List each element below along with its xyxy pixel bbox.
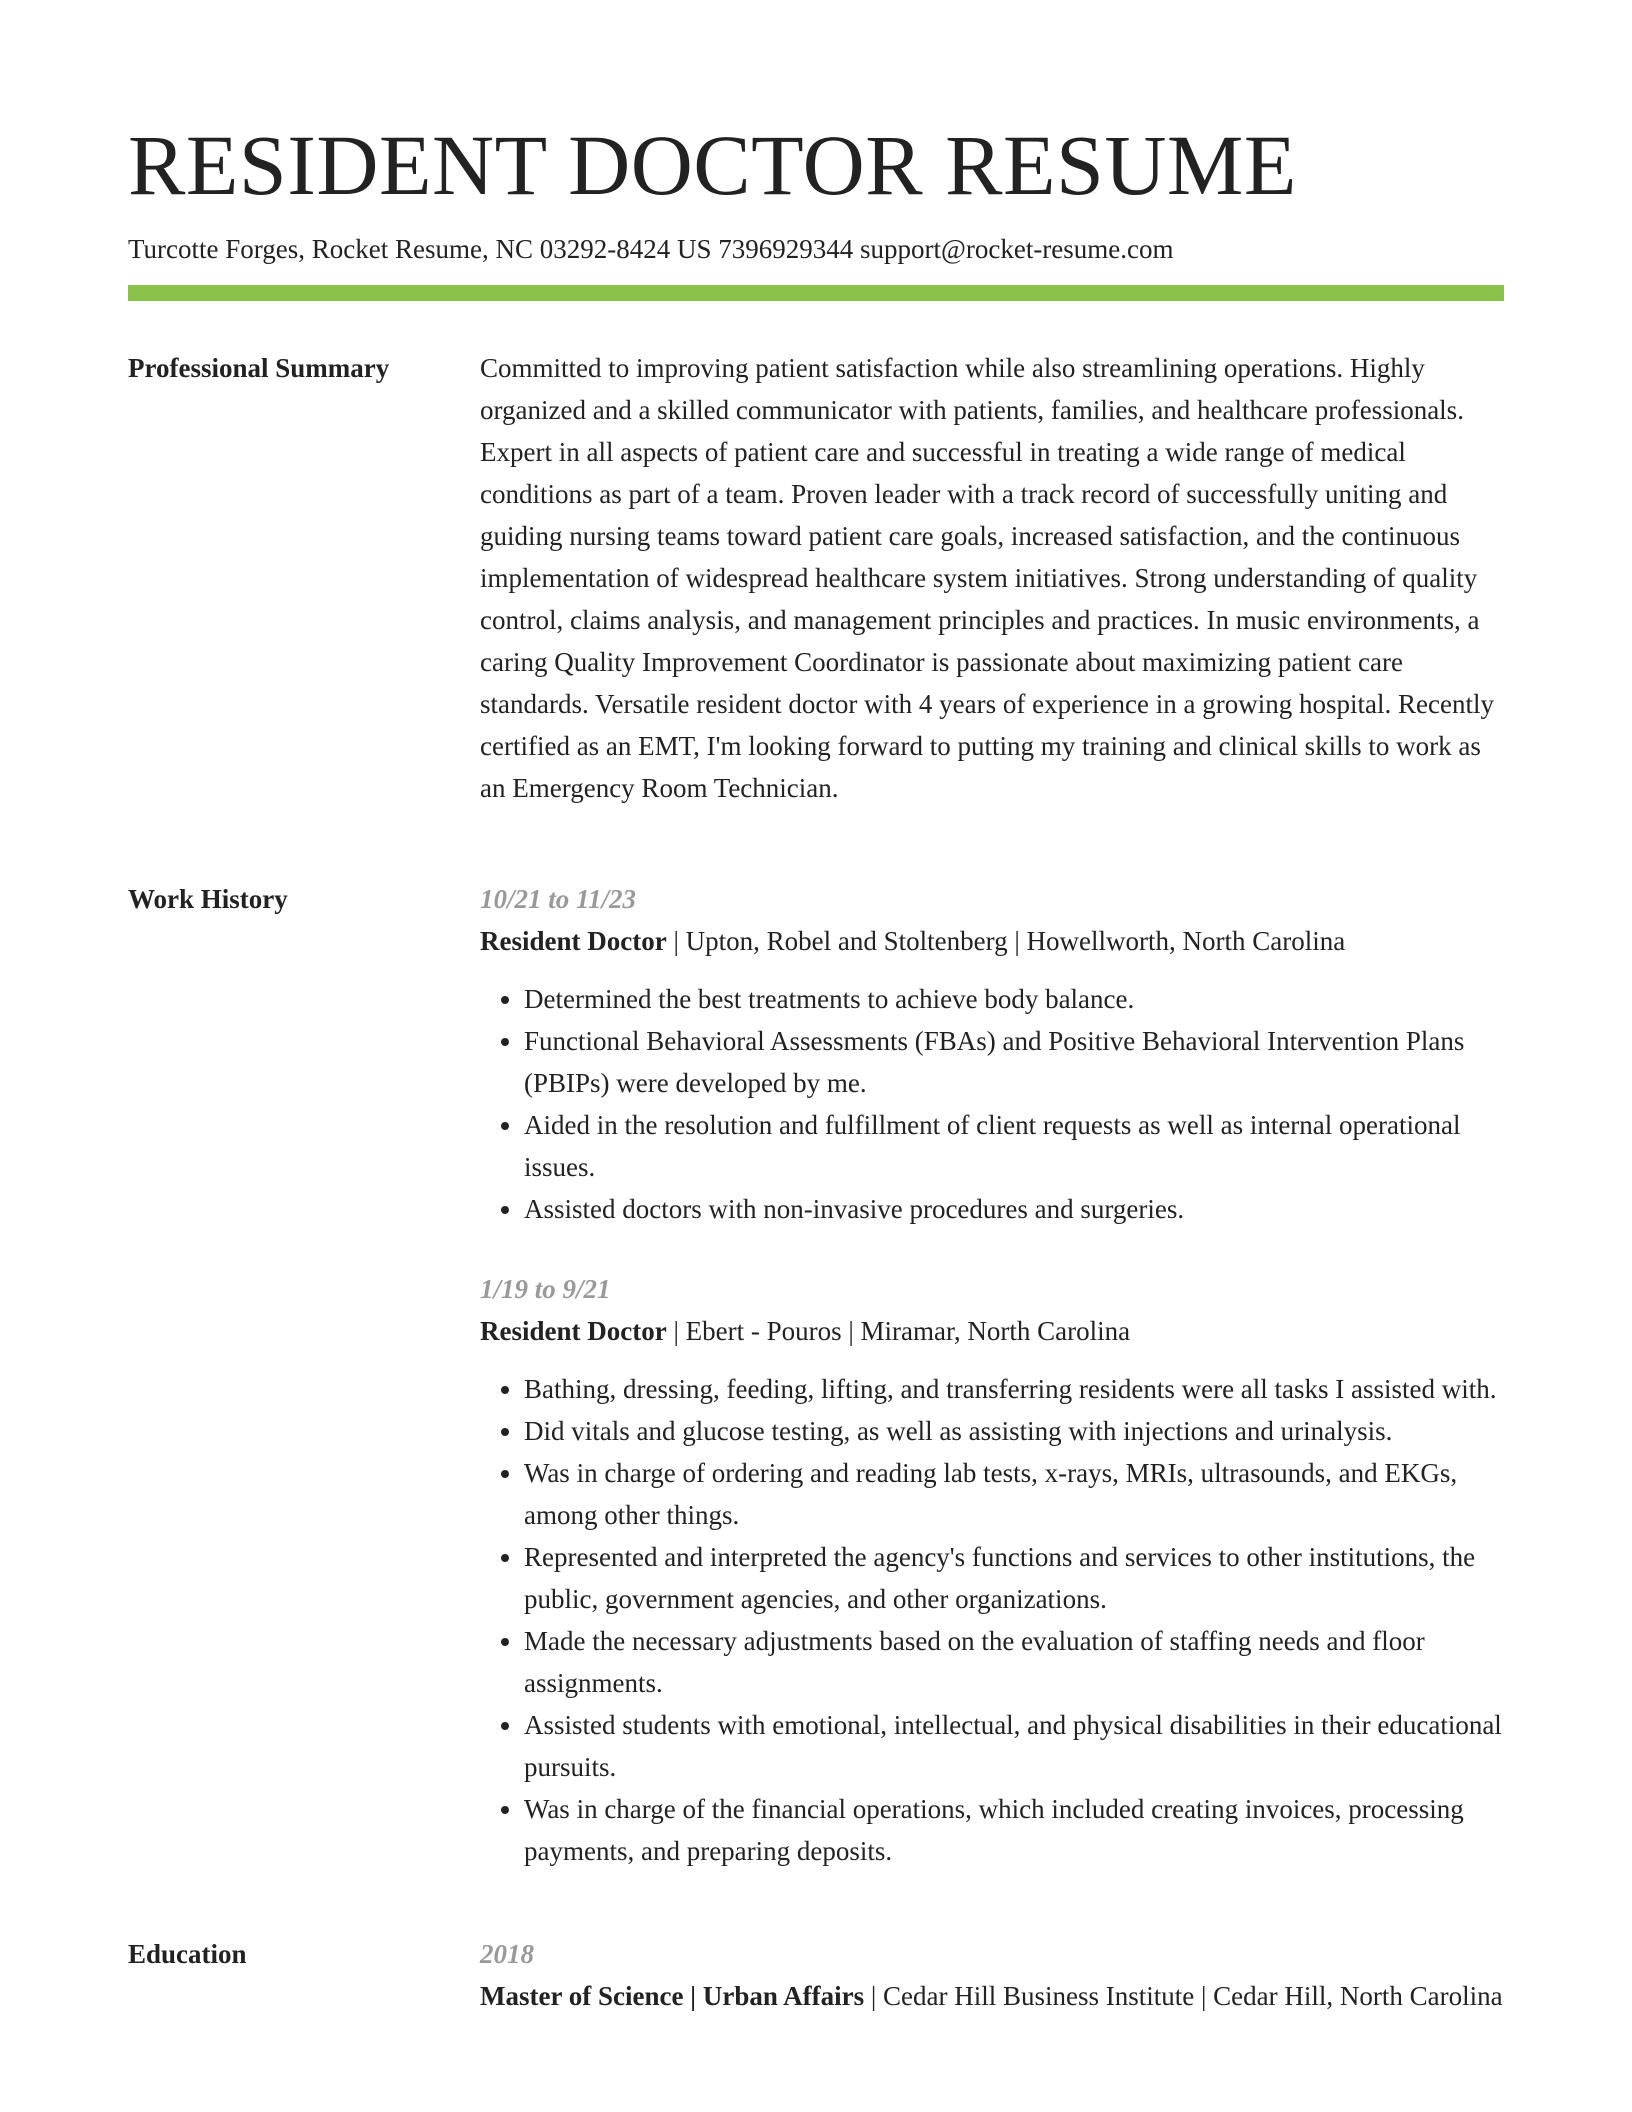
job-dates: 10/21 to 11/23	[480, 884, 637, 914]
job-dates: 1/19 to 9/21	[480, 1274, 611, 1304]
job-bullet: • Aided in the resolution and fulfillment of client requests as well as internal operational issues.	[524, 1104, 1504, 1188]
job-heading	[480, 920, 1504, 962]
job-bullet: • Bathing, dressing, feeding, lifting, and transferring residents were all tasks I assisted with.	[524, 1368, 1504, 1410]
job-bullet: • Assisted students with emotional, intellectual, and physical disabilities in their educational pursuits.	[524, 1704, 1504, 1788]
education-details: | Cedar Hill Business Institute | Cedar Hill, North Carolina	[864, 1981, 1503, 2011]
job-title: Resident Doctor	[480, 926, 667, 956]
resume-title: RESIDENT DOCTOR RESUME	[128, 117, 1297, 213]
job-bullet: • Did vitals and glucose testing, as well as assisting with injections and urinalysis.	[524, 1410, 1504, 1452]
job-bullets	[480, 978, 1504, 1230]
education-year: 2018	[480, 1939, 534, 1969]
header-divider	[128, 285, 1504, 301]
work-history-label: Work History	[128, 884, 288, 914]
job-bullet: • Made the necessary adjustments based on the evaluation of staffing needs and floor assignments.	[524, 1620, 1504, 1704]
education-degree: Master of Science | Urban Affairs	[480, 1981, 865, 2011]
job-details: | Upton, Robel and Stoltenberg | Howellworth, North Carolina	[666, 926, 1346, 956]
job-entry	[480, 878, 1504, 1230]
summary-body	[480, 347, 1504, 809]
contact-line: Turcotte Forges, Rocket Resume, NC 03292-8424 US 7396929344 support@rocket-resume.com	[128, 234, 1174, 264]
job-heading	[480, 1310, 1504, 1352]
job-bullet: • Represented and interpreted the agency's functions and services to other institutions, the public, government agencies, and other organizations.	[524, 1536, 1504, 1620]
job-bullet: • Determined the best treatments to achieve body balance.	[524, 978, 1504, 1020]
job-bullet: • Assisted doctors with non-invasive procedures and surgeries.	[524, 1188, 1504, 1230]
job-details: | Ebert - Pouros | Miramar, North Carolina	[666, 1316, 1131, 1346]
education-heading	[480, 1975, 1504, 2017]
job-title: Resident Doctor	[480, 1316, 667, 1346]
summary-label: Professional Summary	[128, 353, 390, 383]
summary-text: Committed to improving patient satisfaction while also streamlining operations. Highly organized and a skilled communicator with patients, families, and healthcare professionals. Expert in all aspects of patient care and successful in treating a wide range of medical conditions as part of a team. Proven leader with a track record of successfully uniting and guiding nursing teams toward patient care goals, increased satisfaction, and the continuous implementation of widespread healthcare system initiatives. Strong understanding of quality control, claims analysis, and management principles and practices. In music environments, a caring Quality Improvement Coordinator is passionate about maximizing patient care standards. Versatile resident doctor with 4 years of experience in a growing hospital. Recently certified as an EMT, I'm looking forward to putting my training and clinical skills to work as an Emergency Room Technician.	[480, 353, 1494, 803]
job-bullet: • Functional Behavioral Assessments (FBAs) and Positive Behavioral Intervention Plans (PBIPs) were developed by me.	[524, 1020, 1504, 1104]
job-bullets	[480, 1368, 1504, 1872]
education-label: Education	[128, 1939, 247, 1969]
job-entry	[480, 1268, 1504, 1872]
job-bullet: • Was in charge of ordering and reading lab tests, x-rays, MRIs, ultrasounds, and EKGs, among other things.	[524, 1452, 1504, 1536]
job-bullet: • Was in charge of the financial operations, which included creating invoices, processing payments, and preparing deposits.	[524, 1788, 1504, 1872]
education-body	[480, 1933, 1504, 2017]
work-history-body	[480, 878, 1504, 1910]
